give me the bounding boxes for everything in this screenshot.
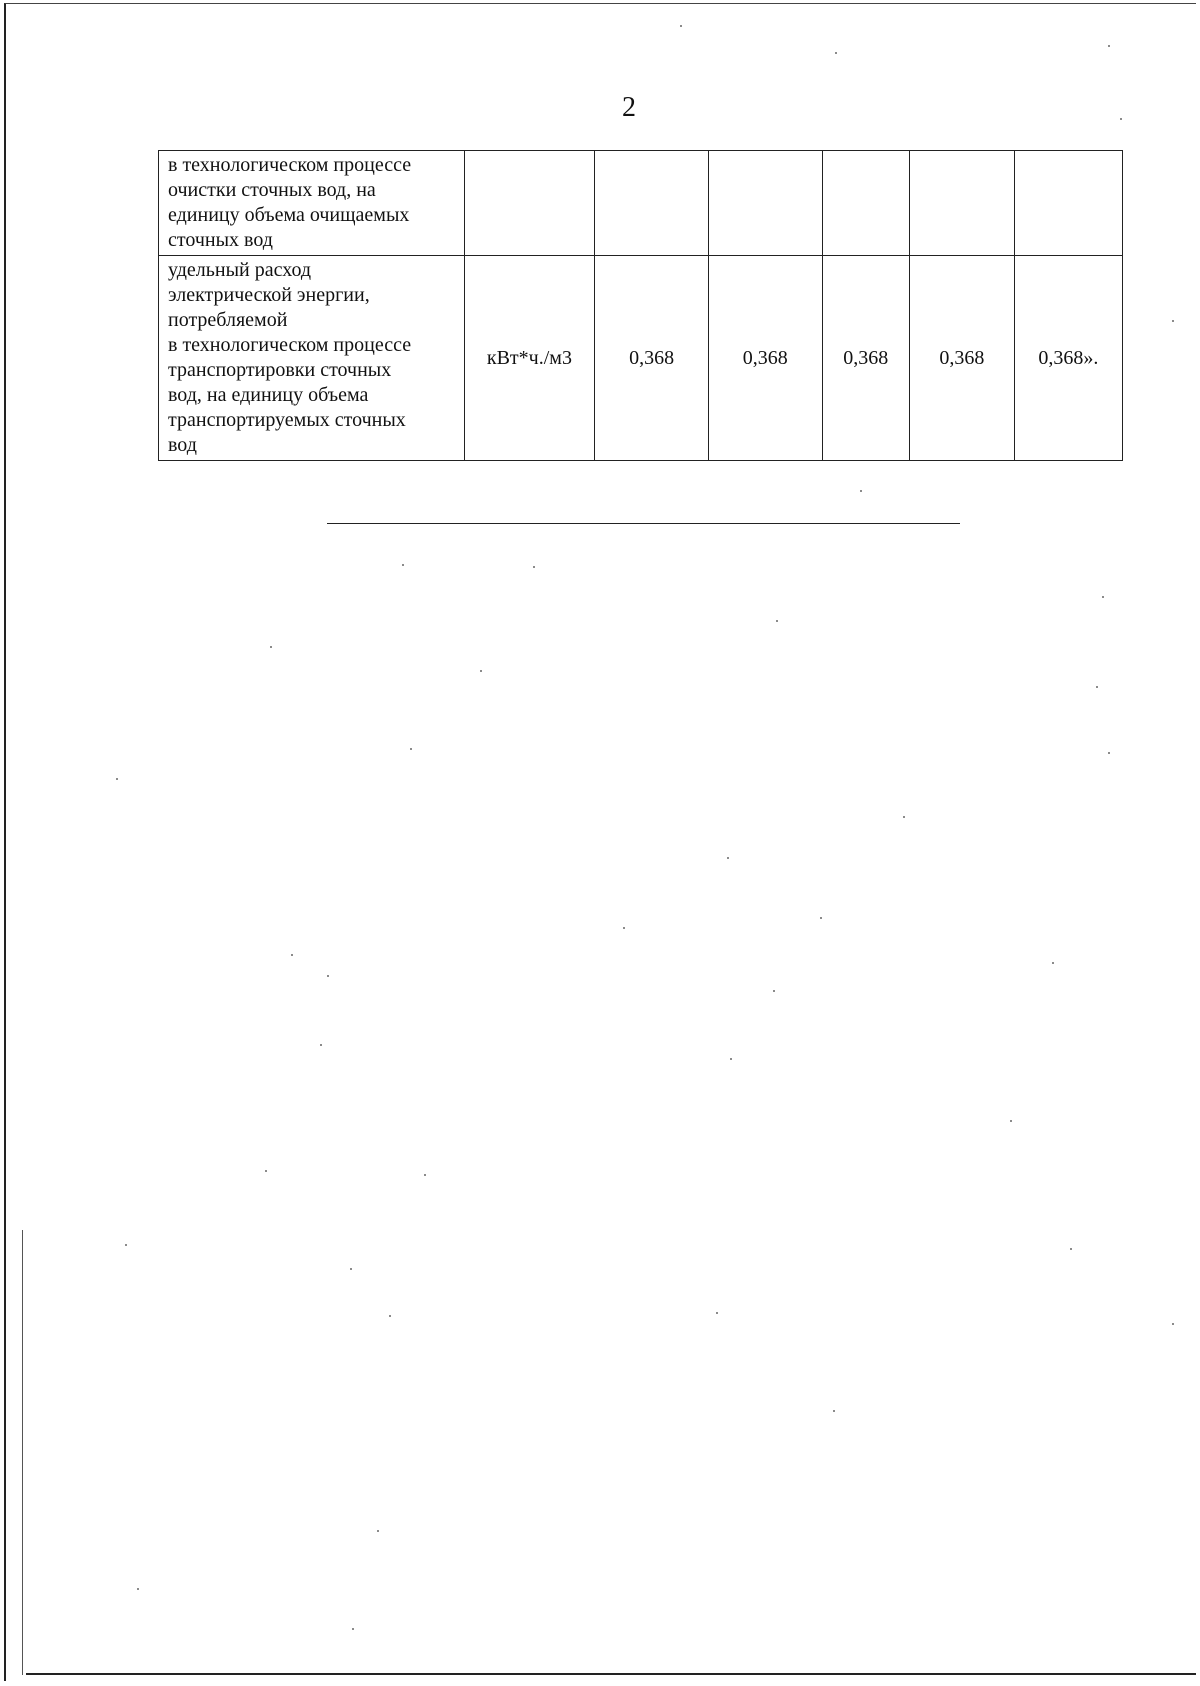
page-number: 2 [622, 92, 636, 123]
row-value-5 [1014, 151, 1122, 256]
scan-inner-edge [22, 1230, 23, 1675]
row-value-4 [909, 151, 1014, 256]
row-unit: кВт*ч./м3 [464, 256, 595, 461]
row-value-3: 0,368 [822, 256, 909, 461]
indicators-table [158, 150, 1123, 461]
row-unit [464, 151, 595, 256]
row-value-1: 0,368 [595, 256, 709, 461]
row-value-3 [822, 151, 909, 256]
row-value-2: 0,368 [708, 256, 822, 461]
closing-rule [327, 523, 960, 524]
row-description: в технологическом процессе очистки сточных вод, на единицу объема очищаемых сточных вод [159, 151, 465, 256]
row-value-1 [595, 151, 709, 256]
row-value-2 [708, 151, 822, 256]
table-row [159, 151, 1123, 256]
row-value-5: 0,368». [1014, 256, 1122, 461]
row-value-4: 0,368 [909, 256, 1014, 461]
row-description: удельный расход электрической энергии, потребляемой в технологическом процессе транспортировки сточных вод, на единицу объема транспортируемых сточных вод [159, 256, 465, 461]
table-row [159, 256, 1123, 461]
scan-bottom-edge [26, 1673, 1196, 1675]
